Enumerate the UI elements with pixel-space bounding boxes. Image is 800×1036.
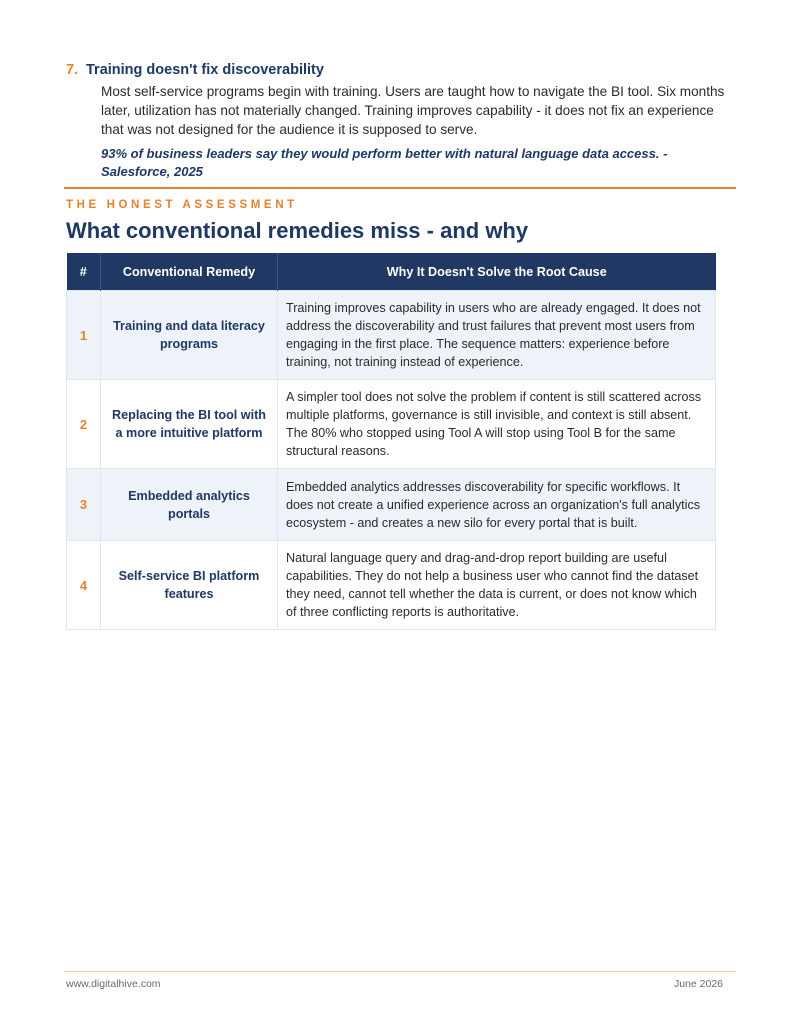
table-row xyxy=(67,469,716,541)
section-divider xyxy=(64,187,736,189)
section-title: What conventional remedies miss - and why xyxy=(66,218,529,243)
header-number: # xyxy=(67,253,101,291)
row-number: 3 xyxy=(67,469,101,541)
row-number: 2 xyxy=(67,380,101,469)
table-row xyxy=(67,380,716,469)
footer-website: www.digitalhive.com xyxy=(66,978,161,990)
row-remedy: Embedded analytics portals xyxy=(101,469,278,541)
remedies-table xyxy=(66,253,716,630)
row-why: Natural language query and drag-and-drop report building are useful capabilities. They do not help a business user who cannot find the dataset they need, cannot tell whether the data is current, or does not know which of three conflicting reports is authoritative. xyxy=(278,541,716,630)
header-remedy: Conventional Remedy xyxy=(101,253,278,291)
row-why: Training improves capability in users who are already engaged. It does not address the discoverability and trust failures that prevent most users from engaging in the first place. The sequence matters: experience before training, not training instead of experience. xyxy=(278,291,716,380)
row-number: 1 xyxy=(67,291,101,380)
item-body: Most self-service programs begin with training. Users are taught how to navigate the BI tool. Six months later, utilization has not materially changed. Training improves capability - it does not fix an experience that was not designed for the audience it is supposed to serve. xyxy=(101,84,725,137)
table-header-row xyxy=(67,253,716,291)
table-row xyxy=(67,541,716,630)
row-remedy: Training and data literacy programs xyxy=(101,291,278,380)
footer-date: June 2026 xyxy=(673,978,723,990)
row-remedy: Replacing the BI tool with a more intuitive platform xyxy=(101,380,278,469)
table-row xyxy=(67,291,716,380)
item-number: 7. xyxy=(66,62,79,78)
item-title: Training doesn't fix discoverability xyxy=(86,62,324,78)
header-why: Why It Doesn't Solve the Root Cause xyxy=(278,253,716,291)
section-eyebrow: THE HONEST ASSESSMENT xyxy=(66,199,298,211)
item-heading xyxy=(66,62,738,78)
numbered-item xyxy=(66,62,738,181)
row-remedy: Self-service BI platform features xyxy=(101,541,278,630)
row-why: Embedded analytics addresses discoverability for specific workflows. It does not create a unified experience across an organization's full analytics ecosystem - and creates a new silo for every portal that is built. xyxy=(278,469,716,541)
item-quote: 93% of business leaders say they would perform better with natural language data access. - Salesforce, 2025 xyxy=(101,146,668,179)
row-number: 4 xyxy=(67,541,101,630)
footer-divider xyxy=(64,971,736,972)
row-why: A simpler tool does not solve the problem if content is still scattered across multiple platforms, governance is still invisible, and context is still absent. The 80% who stopped using Tool A will stop using Tool B for the same structural reasons. xyxy=(278,380,716,469)
